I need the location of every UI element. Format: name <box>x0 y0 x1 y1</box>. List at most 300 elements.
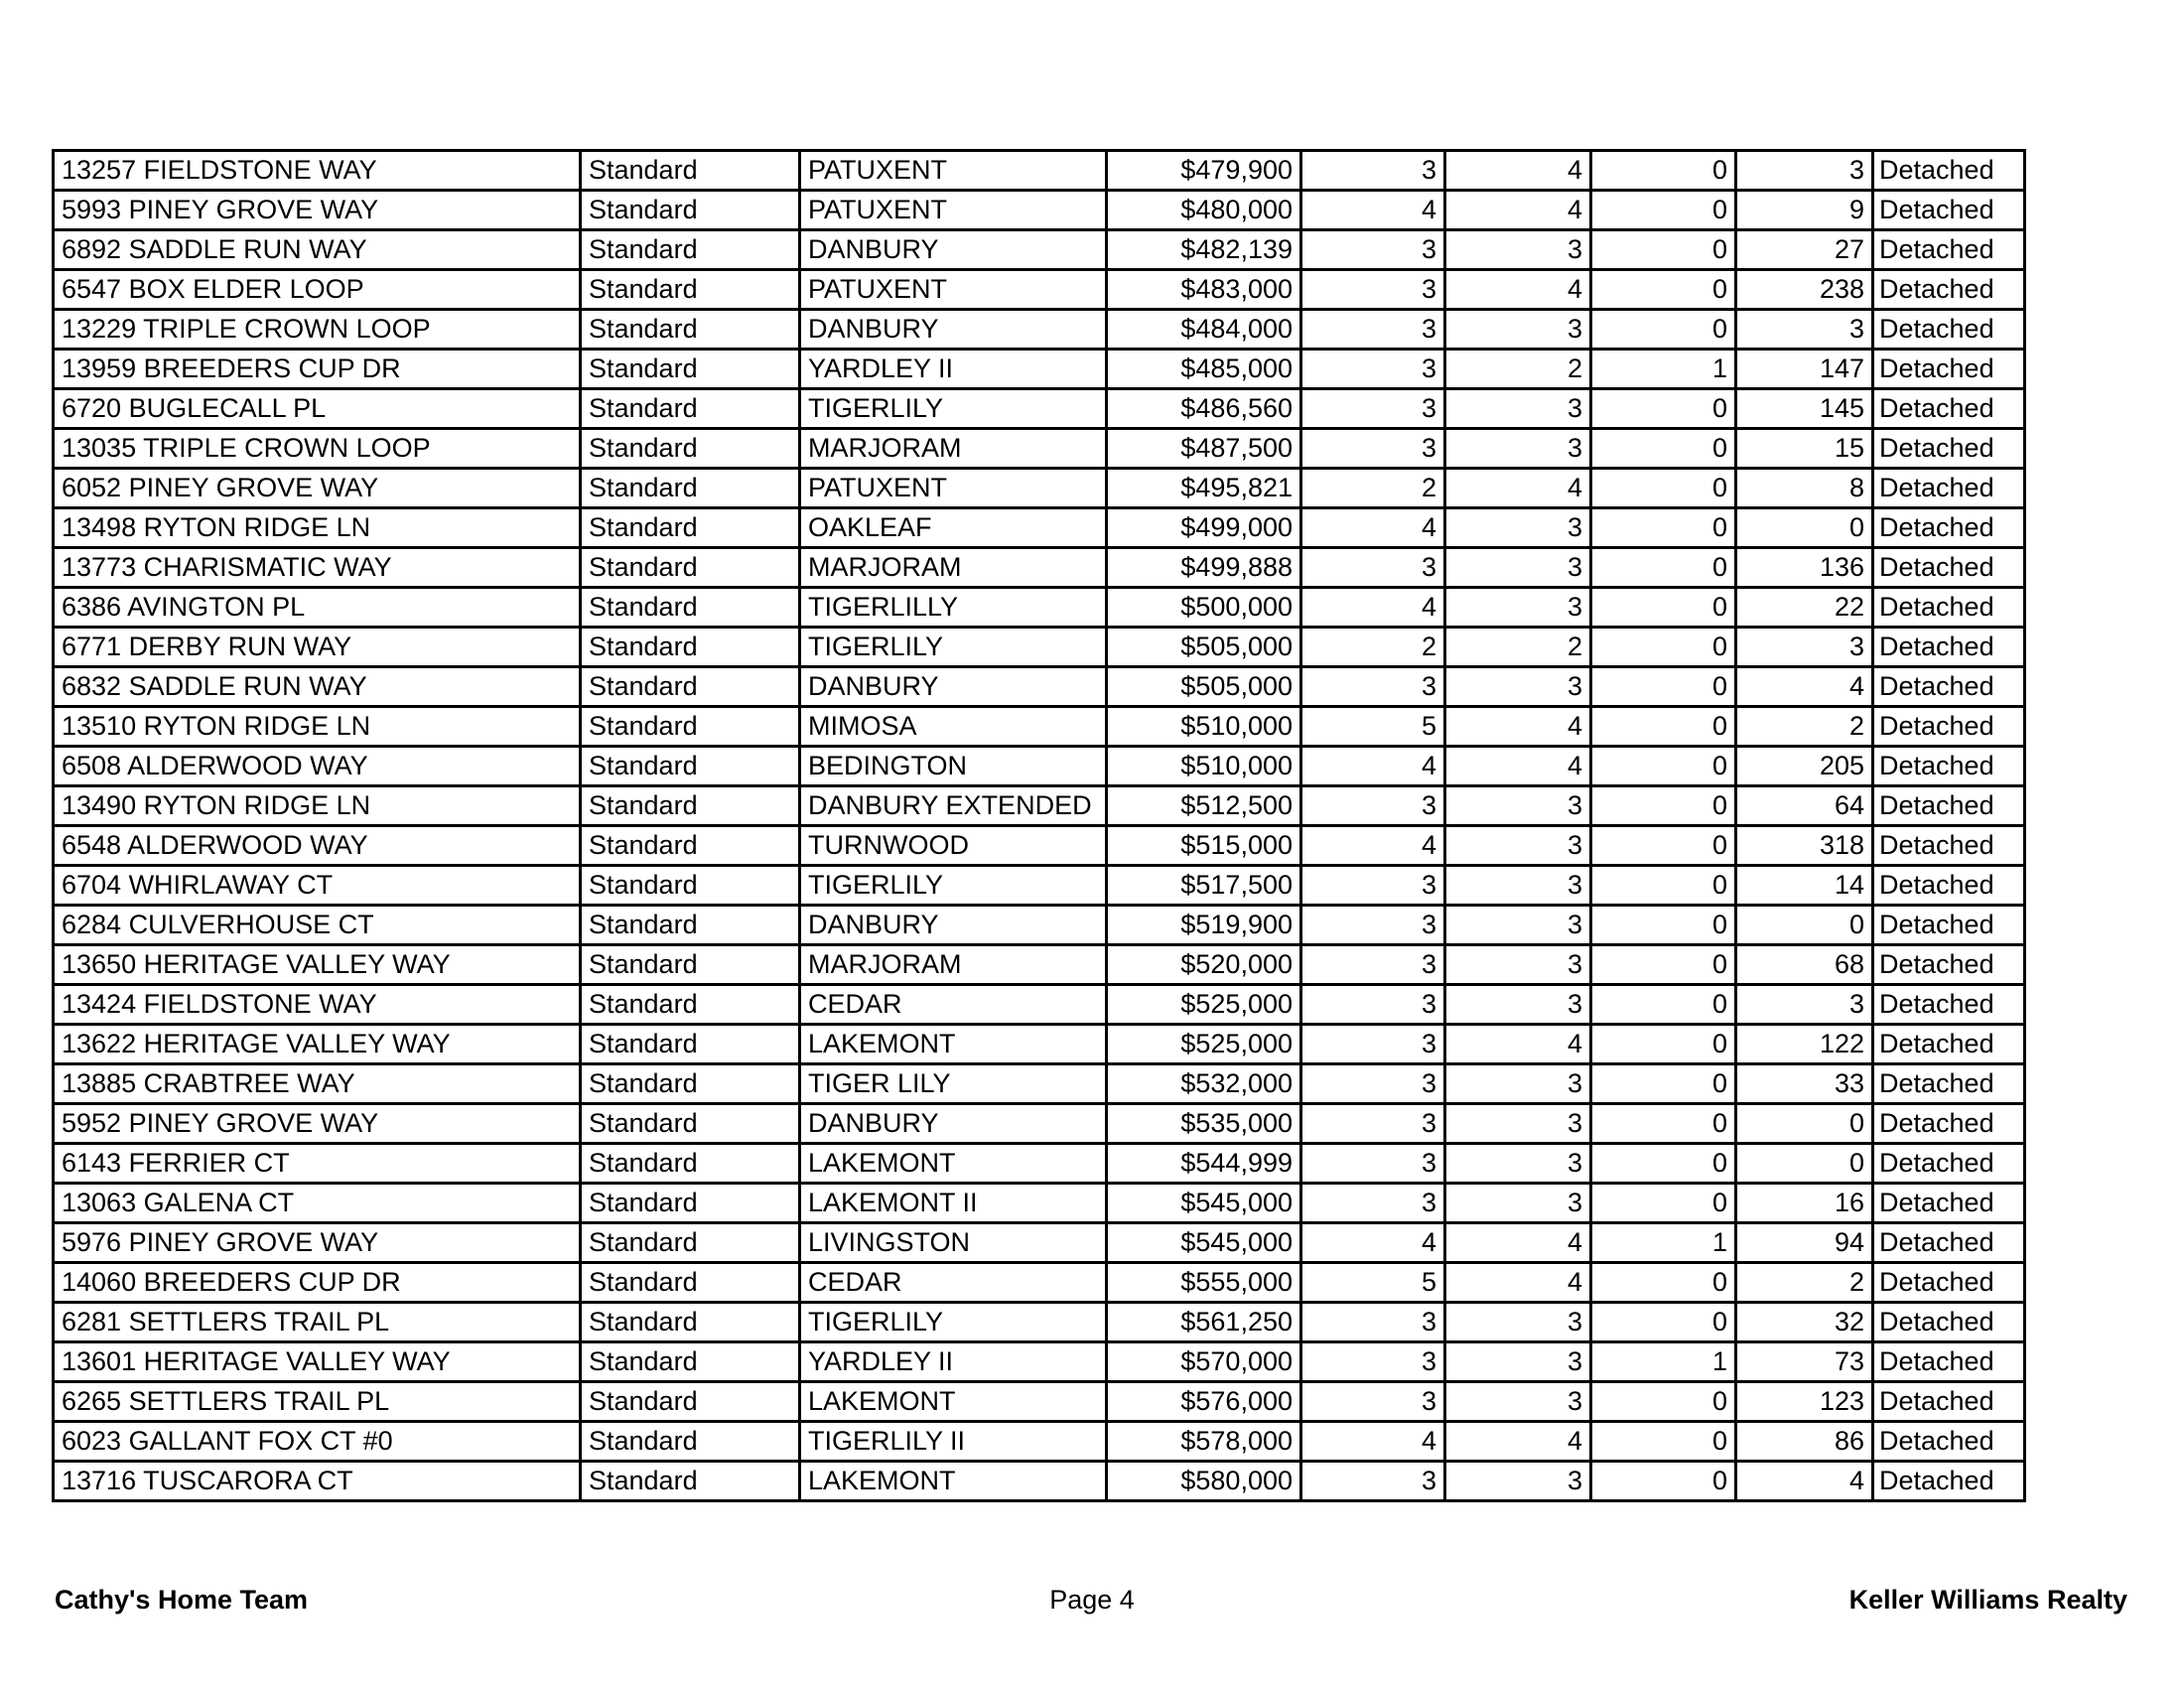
cell-style: Detached <box>1873 548 2025 588</box>
cell-days-on-market: 238 <box>1736 270 1873 310</box>
cell-beds: 2 <box>1301 469 1445 508</box>
cell-price: $561,250 <box>1107 1303 1301 1342</box>
cell-days-on-market: 2 <box>1736 1263 1873 1303</box>
cell-half-baths: 0 <box>1591 1303 1736 1342</box>
cell-model: CEDAR <box>800 985 1107 1025</box>
cell-sale-type: Standard <box>581 508 800 548</box>
cell-address: 6386 AVINGTON PL <box>54 588 581 628</box>
cell-baths: 3 <box>1445 1144 1591 1184</box>
cell-sale-type: Standard <box>581 1342 800 1382</box>
cell-address: 6771 DERBY RUN WAY <box>54 628 581 667</box>
cell-style: Detached <box>1873 1303 2025 1342</box>
cell-model: LAKEMONT <box>800 1462 1107 1501</box>
cell-style: Detached <box>1873 389 2025 429</box>
cell-half-baths: 1 <box>1591 1223 1736 1263</box>
cell-address: 13257 FIELDSTONE WAY <box>54 151 581 191</box>
cell-style: Detached <box>1873 310 2025 350</box>
cell-model: LAKEMONT <box>800 1382 1107 1422</box>
cell-model: TIGERLILY <box>800 866 1107 906</box>
cell-address: 6052 PINEY GROVE WAY <box>54 469 581 508</box>
cell-price: $519,900 <box>1107 906 1301 945</box>
cell-beds: 3 <box>1301 1064 1445 1104</box>
table-row <box>54 747 2025 786</box>
cell-beds: 3 <box>1301 389 1445 429</box>
cell-beds: 4 <box>1301 191 1445 230</box>
cell-sale-type: Standard <box>581 1422 800 1462</box>
cell-sale-type: Standard <box>581 429 800 469</box>
cell-baths: 3 <box>1445 1104 1591 1144</box>
cell-sale-type: Standard <box>581 826 800 866</box>
cell-model: DANBURY <box>800 1104 1107 1144</box>
cell-beds: 3 <box>1301 310 1445 350</box>
cell-price: $515,000 <box>1107 826 1301 866</box>
cell-style: Detached <box>1873 429 2025 469</box>
cell-beds: 3 <box>1301 548 1445 588</box>
page-footer <box>0 1585 2184 1624</box>
cell-baths: 3 <box>1445 548 1591 588</box>
table-row <box>54 985 2025 1025</box>
table-row <box>54 786 2025 826</box>
cell-baths: 3 <box>1445 866 1591 906</box>
table-row <box>54 1223 2025 1263</box>
cell-half-baths: 0 <box>1591 270 1736 310</box>
cell-address: 5976 PINEY GROVE WAY <box>54 1223 581 1263</box>
cell-beds: 3 <box>1301 270 1445 310</box>
cell-model: BEDINGTON <box>800 747 1107 786</box>
cell-style: Detached <box>1873 1422 2025 1462</box>
cell-baths: 3 <box>1445 945 1591 985</box>
cell-address: 5993 PINEY GROVE WAY <box>54 191 581 230</box>
cell-baths: 2 <box>1445 628 1591 667</box>
cell-price: $545,000 <box>1107 1184 1301 1223</box>
table-row <box>54 191 2025 230</box>
cell-model: LAKEMONT <box>800 1144 1107 1184</box>
table-row <box>54 1422 2025 1462</box>
table-row <box>54 906 2025 945</box>
cell-days-on-market: 68 <box>1736 945 1873 985</box>
cell-model: TIGERLILY <box>800 628 1107 667</box>
cell-days-on-market: 123 <box>1736 1382 1873 1422</box>
cell-baths: 3 <box>1445 588 1591 628</box>
cell-price: $576,000 <box>1107 1382 1301 1422</box>
table-row <box>54 1263 2025 1303</box>
table-row <box>54 469 2025 508</box>
cell-sale-type: Standard <box>581 588 800 628</box>
cell-style: Detached <box>1873 1104 2025 1144</box>
cell-half-baths: 0 <box>1591 151 1736 191</box>
cell-price: $480,000 <box>1107 191 1301 230</box>
cell-style: Detached <box>1873 350 2025 389</box>
cell-days-on-market: 318 <box>1736 826 1873 866</box>
cell-days-on-market: 15 <box>1736 429 1873 469</box>
table-row <box>54 389 2025 429</box>
cell-model: TIGERLILY II <box>800 1422 1107 1462</box>
cell-address: 6704 WHIRLAWAY CT <box>54 866 581 906</box>
cell-sale-type: Standard <box>581 747 800 786</box>
cell-baths: 4 <box>1445 1263 1591 1303</box>
cell-beds: 3 <box>1301 1025 1445 1064</box>
cell-beds: 3 <box>1301 350 1445 389</box>
table-row <box>54 667 2025 707</box>
cell-address: 6832 SADDLE RUN WAY <box>54 667 581 707</box>
cell-style: Detached <box>1873 270 2025 310</box>
cell-style: Detached <box>1873 747 2025 786</box>
cell-model: PATUXENT <box>800 191 1107 230</box>
cell-sale-type: Standard <box>581 1064 800 1104</box>
cell-model: YARDLEY II <box>800 350 1107 389</box>
cell-sale-type: Standard <box>581 707 800 747</box>
cell-price: $570,000 <box>1107 1342 1301 1382</box>
cell-sale-type: Standard <box>581 985 800 1025</box>
cell-half-baths: 0 <box>1591 469 1736 508</box>
table-row <box>54 429 2025 469</box>
cell-beds: 3 <box>1301 786 1445 826</box>
cell-model: TURNWOOD <box>800 826 1107 866</box>
cell-days-on-market: 94 <box>1736 1223 1873 1263</box>
cell-beds: 4 <box>1301 826 1445 866</box>
cell-days-on-market: 3 <box>1736 151 1873 191</box>
table-row <box>54 1462 2025 1501</box>
cell-beds: 5 <box>1301 707 1445 747</box>
cell-sale-type: Standard <box>581 389 800 429</box>
cell-price: $482,139 <box>1107 230 1301 270</box>
cell-price: $499,000 <box>1107 508 1301 548</box>
table-row <box>54 151 2025 191</box>
cell-price: $535,000 <box>1107 1104 1301 1144</box>
cell-address: 6548 ALDERWOOD WAY <box>54 826 581 866</box>
cell-sale-type: Standard <box>581 230 800 270</box>
cell-beds: 3 <box>1301 985 1445 1025</box>
cell-price: $580,000 <box>1107 1462 1301 1501</box>
cell-beds: 3 <box>1301 1382 1445 1422</box>
cell-address: 14060 BREEDERS CUP DR <box>54 1263 581 1303</box>
cell-half-baths: 0 <box>1591 985 1736 1025</box>
cell-sale-type: Standard <box>581 151 800 191</box>
cell-style: Detached <box>1873 866 2025 906</box>
cell-model: PATUXENT <box>800 151 1107 191</box>
cell-model: TIGERLILLY <box>800 588 1107 628</box>
cell-price: $578,000 <box>1107 1422 1301 1462</box>
cell-beds: 4 <box>1301 508 1445 548</box>
cell-baths: 4 <box>1445 707 1591 747</box>
cell-model: DANBURY EXTENDED <box>800 786 1107 826</box>
cell-half-baths: 0 <box>1591 1382 1736 1422</box>
footer-page-number: Page 4 <box>1049 1585 1135 1615</box>
cell-price: $555,000 <box>1107 1263 1301 1303</box>
cell-days-on-market: 145 <box>1736 389 1873 429</box>
cell-price: $544,999 <box>1107 1144 1301 1184</box>
cell-sale-type: Standard <box>581 786 800 826</box>
cell-days-on-market: 9 <box>1736 191 1873 230</box>
cell-model: YARDLEY II <box>800 1342 1107 1382</box>
table-row <box>54 230 2025 270</box>
cell-style: Detached <box>1873 906 2025 945</box>
table-row <box>54 945 2025 985</box>
cell-baths: 3 <box>1445 667 1591 707</box>
cell-style: Detached <box>1873 1184 2025 1223</box>
cell-address: 13885 CRABTREE WAY <box>54 1064 581 1104</box>
cell-beds: 3 <box>1301 151 1445 191</box>
cell-style: Detached <box>1873 1144 2025 1184</box>
cell-days-on-market: 147 <box>1736 350 1873 389</box>
cell-price: $485,000 <box>1107 350 1301 389</box>
cell-price: $483,000 <box>1107 270 1301 310</box>
cell-price: $479,900 <box>1107 151 1301 191</box>
cell-half-baths: 0 <box>1591 707 1736 747</box>
table-row <box>54 1025 2025 1064</box>
cell-sale-type: Standard <box>581 270 800 310</box>
cell-days-on-market: 136 <box>1736 548 1873 588</box>
cell-model: MIMOSA <box>800 707 1107 747</box>
cell-baths: 3 <box>1445 985 1591 1025</box>
cell-baths: 3 <box>1445 1064 1591 1104</box>
cell-address: 6281 SETTLERS TRAIL PL <box>54 1303 581 1342</box>
cell-price: $486,560 <box>1107 389 1301 429</box>
cell-address: 13498 RYTON RIDGE LN <box>54 508 581 548</box>
cell-sale-type: Standard <box>581 1184 800 1223</box>
cell-beds: 4 <box>1301 1223 1445 1263</box>
cell-baths: 4 <box>1445 151 1591 191</box>
cell-sale-type: Standard <box>581 469 800 508</box>
cell-half-baths: 0 <box>1591 1064 1736 1104</box>
cell-days-on-market: 8 <box>1736 469 1873 508</box>
cell-half-baths: 0 <box>1591 310 1736 350</box>
cell-style: Detached <box>1873 628 2025 667</box>
cell-half-baths: 0 <box>1591 945 1736 985</box>
cell-baths: 3 <box>1445 310 1591 350</box>
cell-address: 13490 RYTON RIDGE LN <box>54 786 581 826</box>
cell-model: DANBURY <box>800 667 1107 707</box>
cell-beds: 4 <box>1301 1422 1445 1462</box>
cell-sale-type: Standard <box>581 945 800 985</box>
cell-days-on-market: 4 <box>1736 1462 1873 1501</box>
cell-half-baths: 1 <box>1591 350 1736 389</box>
cell-style: Detached <box>1873 1263 2025 1303</box>
cell-baths: 3 <box>1445 1184 1591 1223</box>
cell-address: 5952 PINEY GROVE WAY <box>54 1104 581 1144</box>
cell-style: Detached <box>1873 667 2025 707</box>
cell-days-on-market: 4 <box>1736 667 1873 707</box>
cell-half-baths: 0 <box>1591 230 1736 270</box>
cell-price: $545,000 <box>1107 1223 1301 1263</box>
cell-half-baths: 0 <box>1591 628 1736 667</box>
cell-sale-type: Standard <box>581 1025 800 1064</box>
cell-address: 13229 TRIPLE CROWN LOOP <box>54 310 581 350</box>
cell-address: 6284 CULVERHOUSE CT <box>54 906 581 945</box>
cell-days-on-market: 32 <box>1736 1303 1873 1342</box>
cell-beds: 2 <box>1301 628 1445 667</box>
cell-baths: 3 <box>1445 1342 1591 1382</box>
cell-price: $500,000 <box>1107 588 1301 628</box>
cell-address: 13773 CHARISMATIC WAY <box>54 548 581 588</box>
cell-half-baths: 0 <box>1591 1462 1736 1501</box>
cell-baths: 3 <box>1445 230 1591 270</box>
cell-address: 13716 TUSCARORA CT <box>54 1462 581 1501</box>
cell-days-on-market: 64 <box>1736 786 1873 826</box>
cell-style: Detached <box>1873 945 2025 985</box>
cell-sale-type: Standard <box>581 1382 800 1422</box>
cell-days-on-market: 14 <box>1736 866 1873 906</box>
table-row <box>54 707 2025 747</box>
cell-half-baths: 0 <box>1591 826 1736 866</box>
cell-style: Detached <box>1873 230 2025 270</box>
cell-beds: 3 <box>1301 429 1445 469</box>
cell-beds: 4 <box>1301 747 1445 786</box>
cell-price: $487,500 <box>1107 429 1301 469</box>
table-row <box>54 826 2025 866</box>
cell-days-on-market: 205 <box>1736 747 1873 786</box>
cell-baths: 3 <box>1445 826 1591 866</box>
cell-address: 13424 FIELDSTONE WAY <box>54 985 581 1025</box>
cell-model: MARJORAM <box>800 429 1107 469</box>
cell-half-baths: 0 <box>1591 906 1736 945</box>
cell-beds: 3 <box>1301 1144 1445 1184</box>
cell-beds: 3 <box>1301 1462 1445 1501</box>
cell-style: Detached <box>1873 191 2025 230</box>
cell-style: Detached <box>1873 1064 2025 1104</box>
cell-sale-type: Standard <box>581 906 800 945</box>
cell-style: Detached <box>1873 786 2025 826</box>
cell-baths: 3 <box>1445 508 1591 548</box>
cell-baths: 3 <box>1445 1382 1591 1422</box>
cell-baths: 4 <box>1445 747 1591 786</box>
cell-sale-type: Standard <box>581 1263 800 1303</box>
cell-address: 6720 BUGLECALL PL <box>54 389 581 429</box>
cell-address: 6265 SETTLERS TRAIL PL <box>54 1382 581 1422</box>
cell-style: Detached <box>1873 1342 2025 1382</box>
cell-days-on-market: 2 <box>1736 707 1873 747</box>
cell-half-baths: 0 <box>1591 508 1736 548</box>
cell-sale-type: Standard <box>581 628 800 667</box>
footer-team-name: Cathy's Home Team <box>55 1585 308 1615</box>
cell-style: Detached <box>1873 1223 2025 1263</box>
cell-baths: 4 <box>1445 270 1591 310</box>
cell-address: 13035 TRIPLE CROWN LOOP <box>54 429 581 469</box>
cell-model: LIVINGSTON <box>800 1223 1107 1263</box>
cell-style: Detached <box>1873 985 2025 1025</box>
cell-model: PATUXENT <box>800 270 1107 310</box>
cell-model: LAKEMONT <box>800 1025 1107 1064</box>
cell-baths: 3 <box>1445 1303 1591 1342</box>
cell-sale-type: Standard <box>581 310 800 350</box>
cell-days-on-market: 33 <box>1736 1064 1873 1104</box>
cell-address: 13622 HERITAGE VALLEY WAY <box>54 1025 581 1064</box>
cell-price: $495,821 <box>1107 469 1301 508</box>
cell-baths: 3 <box>1445 786 1591 826</box>
cell-style: Detached <box>1873 1382 2025 1422</box>
cell-beds: 3 <box>1301 945 1445 985</box>
cell-model: MARJORAM <box>800 945 1107 985</box>
table-row <box>54 1104 2025 1144</box>
cell-half-baths: 0 <box>1591 191 1736 230</box>
cell-price: $520,000 <box>1107 945 1301 985</box>
table-row <box>54 1303 2025 1342</box>
cell-days-on-market: 0 <box>1736 508 1873 548</box>
cell-days-on-market: 122 <box>1736 1025 1873 1064</box>
table-row <box>54 1184 2025 1223</box>
cell-sale-type: Standard <box>581 667 800 707</box>
cell-half-baths: 0 <box>1591 429 1736 469</box>
cell-half-baths: 0 <box>1591 588 1736 628</box>
cell-sale-type: Standard <box>581 1462 800 1501</box>
cell-baths: 4 <box>1445 1025 1591 1064</box>
cell-address: 13601 HERITAGE VALLEY WAY <box>54 1342 581 1382</box>
cell-days-on-market: 3 <box>1736 985 1873 1025</box>
cell-model: PATUXENT <box>800 469 1107 508</box>
cell-beds: 3 <box>1301 1104 1445 1144</box>
cell-price: $510,000 <box>1107 707 1301 747</box>
cell-address: 6547 BOX ELDER LOOP <box>54 270 581 310</box>
cell-half-baths: 0 <box>1591 1184 1736 1223</box>
cell-model: OAKLEAF <box>800 508 1107 548</box>
cell-beds: 3 <box>1301 906 1445 945</box>
cell-baths: 4 <box>1445 1223 1591 1263</box>
cell-half-baths: 0 <box>1591 786 1736 826</box>
cell-half-baths: 0 <box>1591 548 1736 588</box>
table-row <box>54 628 2025 667</box>
cell-baths: 3 <box>1445 389 1591 429</box>
cell-style: Detached <box>1873 707 2025 747</box>
table-row <box>54 1342 2025 1382</box>
cell-days-on-market: 27 <box>1736 230 1873 270</box>
cell-beds: 3 <box>1301 866 1445 906</box>
cell-address: 6023 GALLANT FOX CT #0 <box>54 1422 581 1462</box>
table-row <box>54 270 2025 310</box>
table-row <box>54 1382 2025 1422</box>
cell-style: Detached <box>1873 588 2025 628</box>
cell-sale-type: Standard <box>581 191 800 230</box>
cell-beds: 3 <box>1301 1342 1445 1382</box>
cell-model: DANBURY <box>800 906 1107 945</box>
cell-days-on-market: 0 <box>1736 1144 1873 1184</box>
cell-style: Detached <box>1873 1025 2025 1064</box>
table-row <box>54 866 2025 906</box>
cell-baths: 3 <box>1445 1462 1591 1501</box>
cell-half-baths: 0 <box>1591 1144 1736 1184</box>
cell-address: 13959 BREEDERS CUP DR <box>54 350 581 389</box>
cell-price: $512,500 <box>1107 786 1301 826</box>
cell-beds: 3 <box>1301 667 1445 707</box>
cell-half-baths: 0 <box>1591 1263 1736 1303</box>
cell-days-on-market: 0 <box>1736 906 1873 945</box>
cell-beds: 5 <box>1301 1263 1445 1303</box>
cell-sale-type: Standard <box>581 1303 800 1342</box>
cell-model: DANBURY <box>800 310 1107 350</box>
cell-half-baths: 0 <box>1591 389 1736 429</box>
cell-style: Detached <box>1873 1462 2025 1501</box>
cell-model: DANBURY <box>800 230 1107 270</box>
cell-days-on-market: 22 <box>1736 588 1873 628</box>
cell-days-on-market: 3 <box>1736 310 1873 350</box>
cell-baths: 2 <box>1445 350 1591 389</box>
table-row <box>54 1064 2025 1104</box>
cell-sale-type: Standard <box>581 1144 800 1184</box>
cell-price: $517,500 <box>1107 866 1301 906</box>
cell-model: TIGER LILY <box>800 1064 1107 1104</box>
cell-sale-type: Standard <box>581 866 800 906</box>
cell-half-baths: 0 <box>1591 747 1736 786</box>
cell-address: 6892 SADDLE RUN WAY <box>54 230 581 270</box>
cell-beds: 4 <box>1301 588 1445 628</box>
cell-half-baths: 0 <box>1591 1422 1736 1462</box>
cell-beds: 3 <box>1301 1184 1445 1223</box>
cell-baths: 3 <box>1445 906 1591 945</box>
cell-model: TIGERLILY <box>800 389 1107 429</box>
cell-style: Detached <box>1873 508 2025 548</box>
cell-address: 13510 RYTON RIDGE LN <box>54 707 581 747</box>
cell-baths: 4 <box>1445 469 1591 508</box>
cell-price: $499,888 <box>1107 548 1301 588</box>
